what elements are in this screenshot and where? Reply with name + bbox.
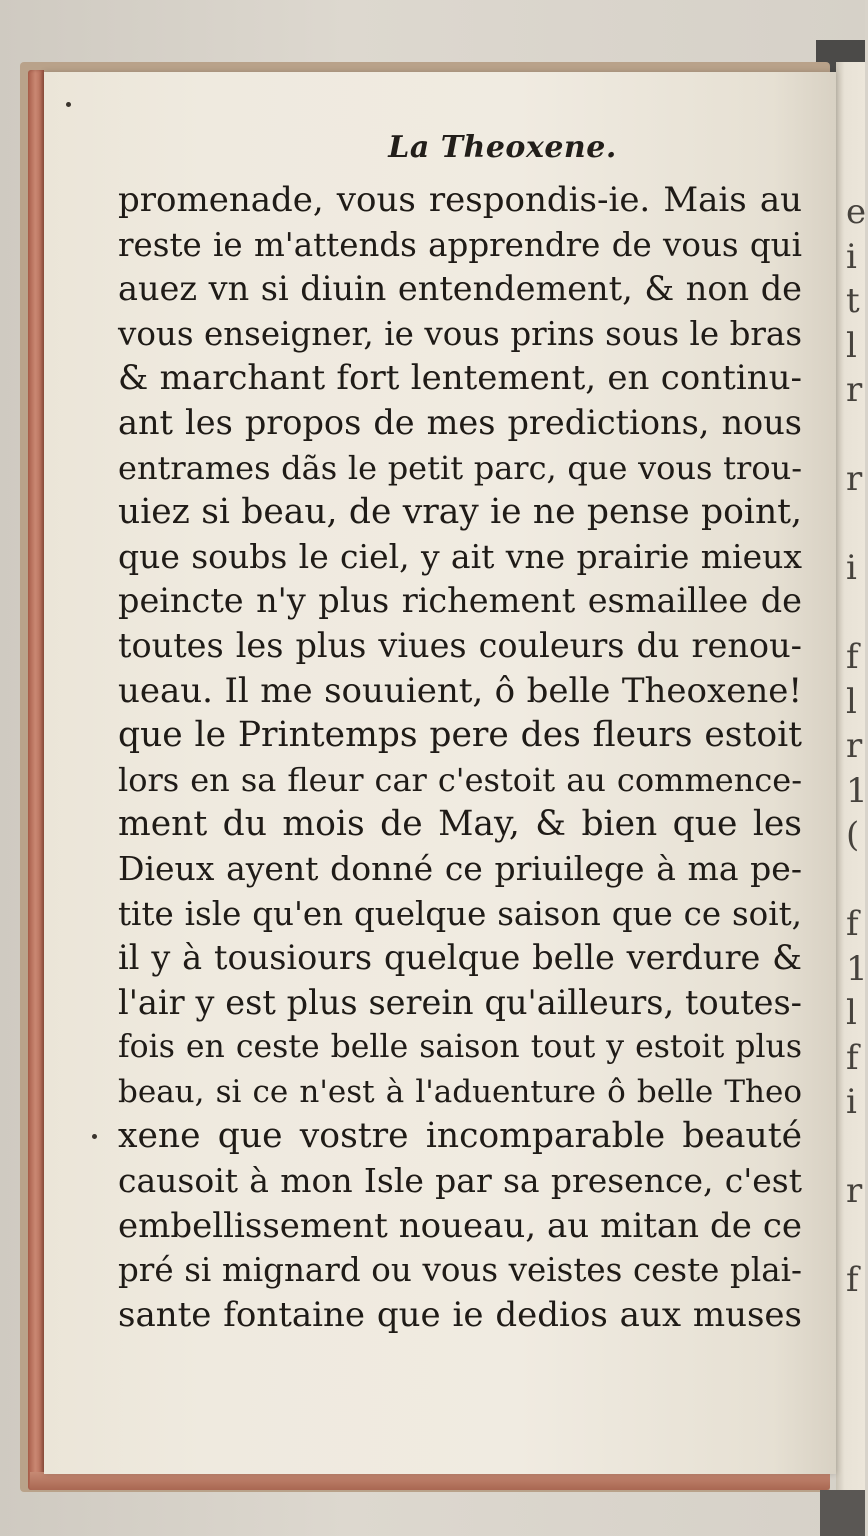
facing-page-glyph: f [846,904,859,944]
text-line: sante fontaine que ie dedios aux muses [118,1294,802,1335]
facing-page-glyph: i [846,548,857,588]
page-body-text [118,178,802,1337]
text-line: que le Printemps pere des fleurs estoit [118,715,802,756]
text-line: ment du mois de May, & bien que les [118,804,802,845]
facing-page-glyph: f [846,1260,859,1300]
facing-page-glyph: 1 [846,948,868,989]
text-line: xene que vostre incomparable beauté [118,1116,802,1157]
facing-page-text [846,190,868,1347]
text-line: toutes les plus viues couleurs du renou- [118,625,802,665]
facing-page-glyph [846,858,865,903]
facing-page-glyph: i [846,236,857,277]
facing-page-glyph [846,413,865,458]
facing-page-glyph: t [846,281,860,321]
text-line: & marchant fort lentement, en continu- [118,358,802,399]
book-spine-bottom [820,1490,865,1536]
text-line: pré si mignard ou vous veistes ceste plai- [118,1251,802,1290]
text-line: Dieux ayent donné ce priuilege à ma pe- [118,848,802,888]
facing-page-glyph [846,1303,865,1348]
text-line: l'air y est plus serein qu'ailleurs, toutes- [118,982,802,1022]
text-line: peincte n'y plus richement esmaillee de [118,581,802,621]
text-line: ant les propos de mes predictions, nous [118,402,802,442]
facing-page-glyph [846,1125,865,1170]
text-line: tite isle qu'en quelque saison que ce soit, [118,894,802,933]
text-line: fois en ceste belle saison tout y estoit plus [118,1029,802,1066]
page-edge-left [28,70,44,1490]
facing-page-glyph: r [846,370,863,410]
facing-page-glyph: r [846,1171,863,1211]
facing-page-glyph [846,502,865,547]
facing-page-glyph: 1 [846,770,868,811]
page-edge-bottom [30,1472,830,1490]
facing-page-glyph: l [846,993,857,1033]
facing-page-glyph: r [846,726,863,766]
facing-page-glyph [846,1214,865,1259]
text-line: reste ie m'attends apprendre de vous qui [118,225,802,264]
text-line: lors en sa fleur car c'estoit au commence- [118,760,802,799]
text-line: entrames dãs le petit parc, que vous trou- [118,448,802,487]
facing-page-glyph: r [846,459,863,499]
ink-speck [66,102,71,107]
text-line: promenade, vous respondis-ie. Mais au [118,180,802,220]
text-line: embellissement noueau, au mitan de ce [118,1205,802,1246]
facing-page-glyph [846,591,865,636]
facing-page-glyph: f [846,1037,859,1078]
facing-page-glyph: e [846,192,867,232]
text-line: il y à tousiours quelque belle verdure & [118,938,802,978]
text-line: vous enseigner, ie vous prins sous le bras [118,314,802,353]
ink-speck [92,1134,97,1139]
text-line: uiez si beau, de vray ie ne pense point, [118,492,802,533]
text-line: beau, si ce n'est à l'aduenture ô belle Theo [118,1073,802,1110]
text-line: ueau. Il me souuient, ô belle Theoxene! [118,670,802,711]
facing-page-glyph: i [846,1082,857,1122]
text-line: causoit à mon Isle par sa presence, c'est [118,1161,802,1201]
facing-page-glyph: l [846,681,857,722]
text-line: auez vn si diuin entendement, & non de [118,269,802,309]
facing-page-glyph: ( [846,815,860,855]
text-line: que soubs le ciel, y ait vne prairie mieux [118,536,802,576]
running-head: La Theoxene. [388,130,617,165]
facing-page-glyph: f [846,637,859,677]
facing-page-glyph: l [846,325,857,366]
